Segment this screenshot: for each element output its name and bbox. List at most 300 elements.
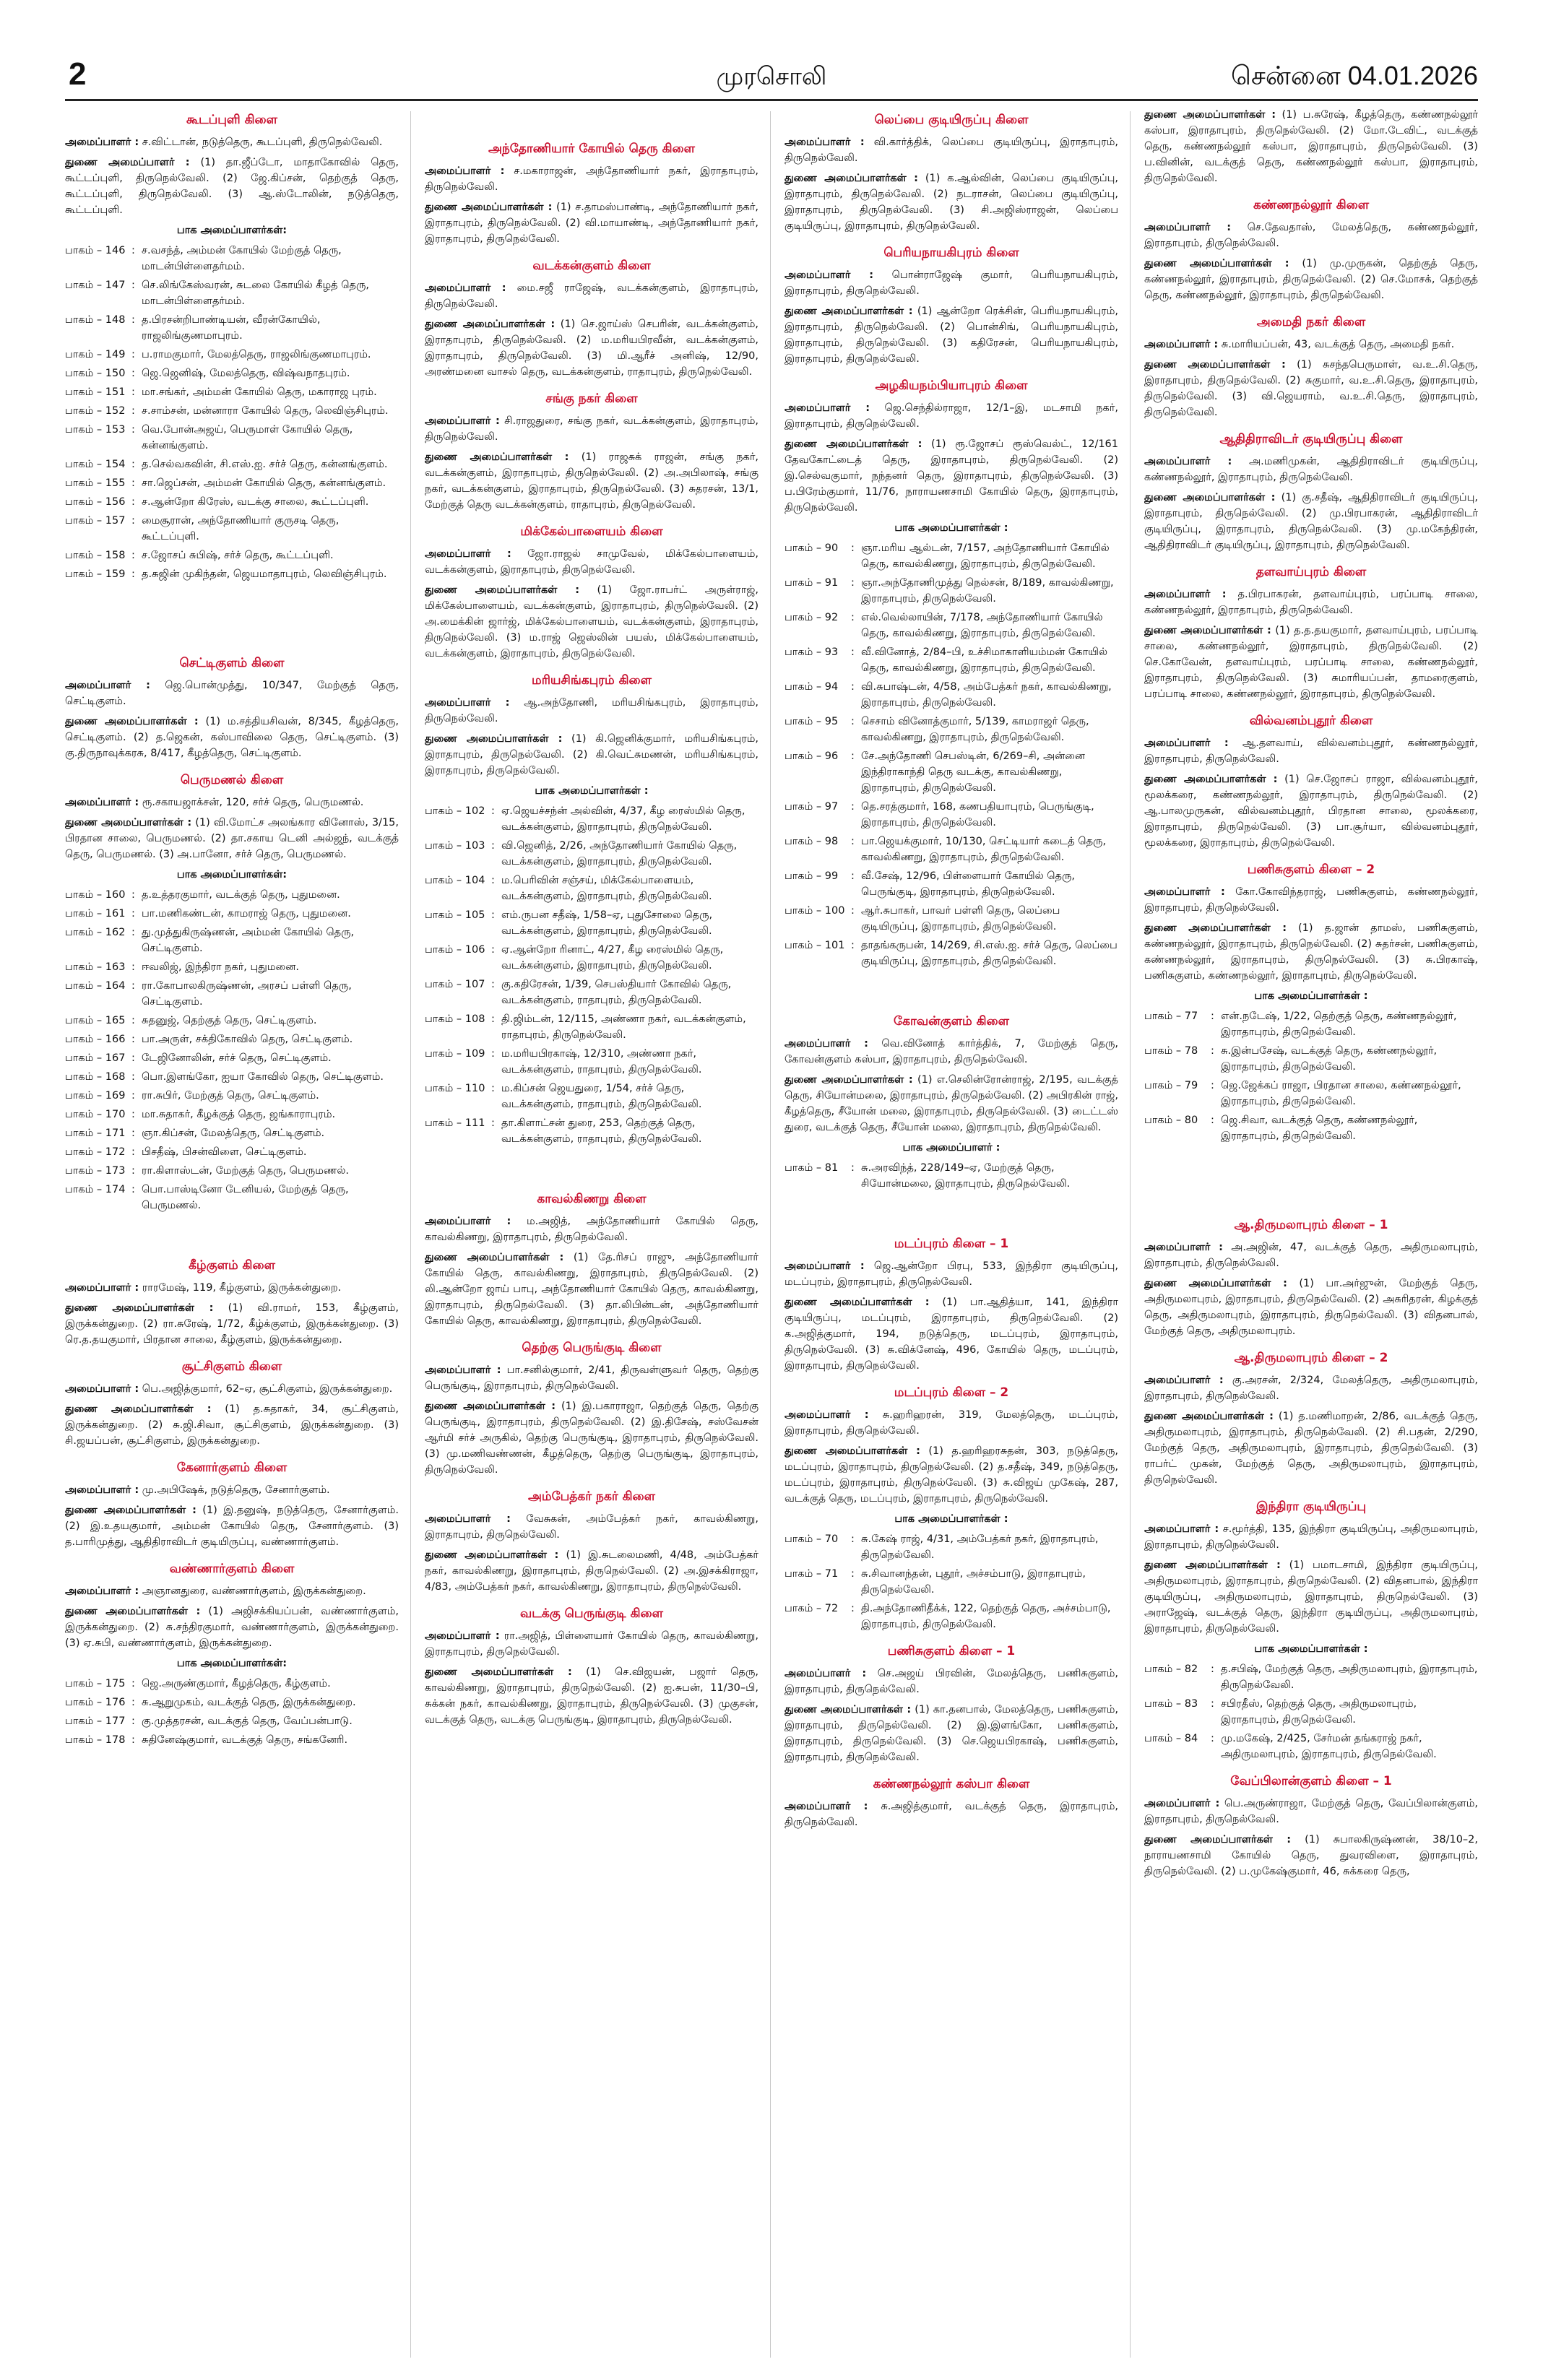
booth-number: பாகம் – 158 xyxy=(65,550,126,561)
member-details: ஆ.அந்தோணி, மரியசிங்கபுரம், இராதாபுரம், திருநெல்வேலி. xyxy=(425,697,758,724)
branch-title: வில்வனம்புதூர் கிளை xyxy=(1249,714,1373,728)
branch-section xyxy=(785,1775,1118,1830)
role-label: துணை அமைப்பாளர்கள் : xyxy=(1144,359,1286,371)
role-label: துணை அமைப்பாளர்கள் : xyxy=(425,1252,564,1263)
role-label: துணை அமைப்பாளர்கள் : xyxy=(1144,258,1289,269)
office-bearer-entry xyxy=(785,303,1118,367)
booth-row xyxy=(65,566,399,582)
booth-row xyxy=(785,938,1118,969)
role-label: அமைப்பாளர் : xyxy=(785,1801,868,1812)
booth-member: சா.ஜெப்சன், அம்மன் கோயில் தெரு, கன்னங்குளம். xyxy=(142,477,386,489)
branch-title: வேப்பிலான்குளம் கிளை – 1 xyxy=(1230,1774,1392,1788)
booth-colon: : xyxy=(131,424,135,436)
booth-row xyxy=(65,1031,399,1047)
booth-colon: : xyxy=(131,368,135,379)
role-label: துணை அமைப்பாளர்கள் : xyxy=(65,716,199,727)
booth-heading: பாக அமைப்பாளர் : xyxy=(902,1142,1000,1154)
booth-number: பாகம் – 176 xyxy=(65,1697,126,1708)
office-bearer-entry xyxy=(65,1381,399,1397)
booth-number: பாகம் – 98 xyxy=(785,836,839,847)
booth-colon: : xyxy=(131,280,135,291)
booth-heading: பாக அமைப்பாளர்கள் : xyxy=(894,1513,1008,1525)
office-bearer-entry xyxy=(785,1666,1118,1697)
office-bearer-entry xyxy=(785,1702,1118,1765)
member-details: (1) மு.முருகன், தெற்குத் தெரு, கண்ணநல்லூர், இராதாபுரம், திருநெல்வேலி. (2) செ.மோசக், தெற்குத் தெரு, கண்ணநல்லூர், இராதாபுரம், திருநெல்வேலி. xyxy=(1144,258,1478,301)
member-details: (1) ஆன்றோ ரெக்சின், பெரியநாயகிபுரம், இராதாபுரம், திருநெல்வேலி. (2) பொன்சிங், பெரியநாயகிபுரம், இராதாபுரம், திருநெல்வேலி. (3) கதிரேசன், பெரியநாயகிபுரம், இராதாபுரம், திருநெல்வேலி. xyxy=(785,306,1118,365)
branch-title: வடக்கன்குளம் கிளை xyxy=(532,259,651,273)
branch-title: சங்கு நகர் கிளை xyxy=(545,391,638,406)
member-details: (1) ப.சுரேஷ், கீழத்தெரு, கண்ணநல்லூர் கஸ்பா, இராதாபுரம், திருநெல்வேலி. (2) மோ.டேவிட், வடக்குத் தெரு, கண்ணநல்லூர் கஸ்பா, இராதாபுரம், திருநெல்வேலி. (3) ப.வினின், வடக்குத் தெரு, கண்ணநல்லூர் கஸ்பா, இராதாபுரம், திருநெல்வேலி. xyxy=(1144,109,1478,184)
role-label: துணை அமைப்பாளர்கள் : xyxy=(785,1704,912,1715)
branch-section xyxy=(1144,107,1478,186)
member-details: (1) பா.அர்ஜுன், மேற்குத் தெரு, அதிருமலாபுரம், இராதாபுரம், திருநெல்வேலி. (2) அசுரிதரன், கிழக்குத் தெரு, அதிருமலாபுரம், இராதாபுரம், திருநெல்வேலி. (3) விதனபால், மேற்குத் தெரு, அதிருமலாபுரம். xyxy=(1144,1278,1478,1337)
booth-colon: : xyxy=(491,1083,495,1094)
branch-title: ஆதிதிராவிடர் குடியிருப்பு கிளை xyxy=(1219,432,1403,446)
role-label: அமைப்பாளர் : xyxy=(1144,456,1232,467)
role-label: அமைப்பாளர் : xyxy=(65,1282,139,1294)
booth-number: பாகம் – 172 xyxy=(65,1146,126,1158)
member-details: ஆ.தளவாய், வில்வனம்புதூர், கண்ணநல்லூர், இராதாபுரம், திருநெல்வேலி. xyxy=(1144,737,1478,765)
booth-colon: : xyxy=(851,1568,855,1580)
booth-number: பாகம் – 148 xyxy=(65,314,126,326)
booth-row xyxy=(785,799,1118,831)
booth-colon: : xyxy=(851,1603,855,1614)
booth-row xyxy=(65,1013,399,1029)
booth-row xyxy=(1144,1008,1478,1040)
member-details: (1) எ.செலின்ரோன்ராஜ், 2/195, வடக்குத் தெரு, சியோன்மலை, இராதாபுரம், திருநெல்வேலி. (2) அபிரகின் ராஜ், கீழத்தெரு, சீயோன் மலை, இராதாபுரம், திருநெல்வேலி. (3) டைட்டஸ் துரை, வடக்குத் தெரு, சீயோன் மலை, இராதாபுரம், திருநெல்வேலி. xyxy=(785,1074,1118,1133)
office-bearer-entry xyxy=(1144,1557,1478,1637)
branch-title: ஆ.திருமலாபுரம் கிளை – 2 xyxy=(1234,1351,1388,1365)
role-label: துணை அமைப்பாளர்கள் : xyxy=(65,817,192,828)
booth-colon: : xyxy=(131,1128,135,1139)
booth-member: வெ.போன்அஜய், பெருமாள் கோயில் தெரு, கன்னங்குளம். xyxy=(142,424,353,451)
booth-row xyxy=(65,925,399,956)
office-bearer-entry xyxy=(425,280,758,312)
booth-member: ஜெ.அருண்குமார், கீழத்தெரு, கீழ்குளம். xyxy=(142,1678,331,1689)
member-details: செ.தேவதாஸ், மேலத்தெரு, கண்ணநல்லூர், இராதாபுரம், திருநெல்வேலி. xyxy=(1144,222,1478,249)
booth-number: பாகம் – 147 xyxy=(65,280,126,291)
booth-number: பாகம் – 90 xyxy=(785,542,839,554)
booth-colon: : xyxy=(851,905,855,917)
role-label: துணை அமைப்பாளர்கள் : xyxy=(65,1403,212,1415)
branch-title: மடப்புரம் கிளை – 2 xyxy=(894,1385,1009,1400)
column-divider xyxy=(410,111,411,2358)
booth-row xyxy=(65,422,399,454)
booth-colon: : xyxy=(851,577,855,589)
booth-row xyxy=(785,1566,1118,1598)
booth-colon: : xyxy=(851,542,855,554)
booth-row xyxy=(425,1081,758,1112)
booth-colon: : xyxy=(131,908,135,919)
branch-section xyxy=(425,390,758,513)
role-label: அமைப்பாளர் : xyxy=(1144,1798,1220,1809)
booth-row xyxy=(65,548,399,563)
member-details: (1) இ.தனுஷ், நடுத்தெரு, சேனார்குளம். (2) இ.உதயகுமார், அம்மன் கோயில் தெரு, சேனார்குளம். (3) த.பாரிமுத்து, ஆதிதிராவிடர் குடியிருப்பு, வண்ணார்குளம். xyxy=(65,1505,399,1548)
role-label: அமைப்பாளர் : xyxy=(425,1630,500,1642)
branch-section xyxy=(65,1358,399,1449)
office-bearer-entry xyxy=(65,678,399,709)
booth-member: சுதினேஷ்குமார், வடக்குத் தெரு, சங்கனேரி. xyxy=(142,1734,348,1746)
booth-colon: : xyxy=(131,980,135,992)
booth-member: பா.மணிகண்டன், காமராஜ் தெரு, புதுமனை. xyxy=(142,908,351,919)
booth-colon: : xyxy=(131,1715,135,1727)
booth-colon: : xyxy=(131,1015,135,1026)
branch-section xyxy=(425,1190,758,1329)
role-label: துணை அமைப்பாளர்கள் : xyxy=(425,451,569,463)
booth-row xyxy=(65,1732,399,1748)
branch-section xyxy=(785,111,1118,234)
role-label: அமைப்பாளர் : xyxy=(785,137,865,148)
member-details: ம.அஜித், அந்தோணியார் கோயில் தெரு, காவல்கிணறு, இராதாபுரம், திருநெல்வேலி. xyxy=(425,1216,758,1243)
member-details: த.பிரபாகரன், தளவாய்புரம், பரப்பாடி சாலை, கண்ணநல்லூர், இராதாபுரம், திருநெல்வேலி. xyxy=(1144,589,1478,616)
booth-member: தி.ஜிம்டன், 12/115, அண்ணா நகர், வடக்கன்குளம், ராதாபுரம், திருநெல்வேலி. xyxy=(501,1013,746,1041)
booth-member: மா.சுதாகர், கீழக்குத் தெரு, ஜங்காராபுரம். xyxy=(142,1109,336,1120)
booth-member: கு.கதிரேசன், 1/39, செபஸ்தியார் கோவில் தெரு, வடக்கன்குளம், ராதாபுரம், திருநெல்வேலி. xyxy=(501,979,732,1006)
booth-number: பாகம் – 72 xyxy=(785,1603,839,1614)
booth-colon: : xyxy=(491,944,495,956)
booth-member: ம.கிப்சன் ஜெயதுரை, 1/54, சர்ச் தெரு, வடக்கன்குளம், ராதாபுரம், திருநெல்வேலி. xyxy=(501,1083,702,1110)
booth-row xyxy=(785,644,1118,676)
section-gap xyxy=(785,979,1118,1008)
member-details: பொன்ராஜேஷ் குமார், பெரியநாயகிபுரம், இராதாபுரம், திருநெல்வேலி. xyxy=(785,269,1118,297)
booth-number: பாகம் – 165 xyxy=(65,1015,126,1026)
role-label: அமைப்பாளர் : xyxy=(1144,222,1232,233)
booth-row xyxy=(65,365,399,381)
booth-colon: : xyxy=(851,646,855,658)
member-details: சு.மாரியப்பன், 43, வடக்குத் தெரு, அமைதி நகர். xyxy=(1221,339,1455,350)
role-label: அமைப்பாளர் : xyxy=(425,1364,501,1376)
office-bearer-entry xyxy=(785,170,1118,234)
member-details: மை.சஜீ ராஜேஷ், வடக்கன்குளம், இராதாபுரம், திருநெல்வேலி. xyxy=(425,282,758,310)
booth-member: வீ.சேஷ், 12/96, பிள்ளையார் கோயில் தெரு, பெருங்குடி, இராதாபுரம், திருநெல்வேலி. xyxy=(861,870,1076,898)
member-details: வி.கார்த்திக், லெப்பை குடியிருப்பு, இராதாபுரம், திருநெல்வேலி. xyxy=(785,137,1118,164)
branch-section xyxy=(1144,196,1478,303)
member-details: (1) செ.ஜாய்ஸ் செபரின், வடக்கன்குளம், இராதாபுரம், திருநெல்வேலி. (2) ம.மரியபிரவீன், வடக்கன்குளம், இராதாபுரம், திருநெல்வேலி. (3) மி.ஆரீச் அனிஷ், 12/90, அரண்மனை வாசல் தெரு, வடக்கன்குளம், ராதாபுரம், திருநெல்வேலி. xyxy=(425,319,758,378)
role-label: துணை அமைப்பாளர்கள் : xyxy=(785,306,913,317)
booth-number: பாகம் – 163 xyxy=(65,961,126,973)
office-bearer-entry xyxy=(1144,771,1478,851)
booth-number: பாகம் – 174 xyxy=(65,1184,126,1195)
booth-colon: : xyxy=(851,836,855,847)
booth-number: பாகம் – 161 xyxy=(65,908,126,919)
booth-member: வி.சுபாஷ்டன், 4/58, அம்பேத்கர் நகர், காவல்கிணறு, இராதாபுரம், திருநெல்வேலி. xyxy=(861,681,1112,709)
booth-number: பாகம் – 79 xyxy=(1144,1080,1198,1091)
booth-colon: : xyxy=(491,909,495,921)
booth-member: மைசூரான், அந்தோணியார் குருசடி தெரு, கூட்டப்புளி. xyxy=(142,515,340,542)
branch-section xyxy=(785,1013,1118,1192)
branch-section xyxy=(65,1560,399,1748)
office-bearer-entry xyxy=(425,1250,758,1329)
office-bearer-entry xyxy=(425,199,758,247)
booth-row xyxy=(65,1069,399,1085)
role-label: அமைப்பாளர் : xyxy=(425,697,510,709)
member-details: கோ.கோவிந்தராஜ், பணிசுகுளம், கண்ணநல்லூர், இராதாபுரம், திருநெல்வேலி. xyxy=(1144,886,1478,914)
branch-section xyxy=(65,654,399,761)
booth-colon: : xyxy=(131,1034,135,1045)
booth-member: சு.ஆறுமுகம், வடக்குத் தெரு, இருக்கன்துறை. xyxy=(142,1697,356,1708)
booth-heading: பாக அமைப்பாளர்கள் : xyxy=(535,785,649,797)
booth-colon: : xyxy=(131,1697,135,1708)
booth-number: பாகம் – 80 xyxy=(1144,1115,1198,1126)
booth-member: ம.மரியபிரகாஷ், 12/310, அண்ணா நகர், வடக்கன்குளம், ராதாபுரம், திருநெல்வேலி. xyxy=(501,1048,702,1076)
office-bearer-entry xyxy=(785,267,1118,299)
booth-member: சு.கேஷ் ராஜ், 4/31, அம்பேத்கர் நகர், இராதாபுரம், திருநெல்வேலி. xyxy=(861,1533,1099,1561)
booth-member: தா.கிளாட்சன் துரை, 253, தெற்குத் தெரு, வடக்கன்குளம், ராதாபுரம், திருநெல்வேலி. xyxy=(501,1117,702,1145)
booth-row xyxy=(65,887,399,903)
booth-member: து.முத்துகிருஷ்ணன், அம்மன் கோயில் தெரு, செட்டிகுளம். xyxy=(142,927,355,954)
branch-title: இந்திரா குடியிருப்பு xyxy=(1256,1500,1366,1514)
role-label: அமைப்பாளர் : xyxy=(785,1409,869,1421)
booth-number: பாகம் – 170 xyxy=(65,1109,126,1120)
role-label: துணை அமைப்பாளர்கள் : xyxy=(425,584,580,596)
office-bearer-entry xyxy=(1144,1832,1478,1879)
member-details: பெ.அருண்ராஜா, மேற்குத் தெரு, வேப்பிலான்குளம், இராதாபுரம், திருநெல்வேலி. xyxy=(1144,1798,1478,1825)
booth-colon: : xyxy=(131,1052,135,1064)
role-label: துணை அமைப்பாளர்கள் : xyxy=(65,1505,196,1516)
booth-colon: : xyxy=(851,716,855,727)
office-bearer-entry xyxy=(785,1036,1118,1068)
role-label: அமைப்பாளர் : xyxy=(425,415,500,427)
booth-colon: : xyxy=(131,314,135,326)
branch-section xyxy=(425,257,758,380)
booth-heading: பாக அமைப்பாளர்கள் : xyxy=(1254,990,1368,1002)
booth-heading: பாக அமைப்பாளர்கள் : xyxy=(894,522,1008,534)
booth-row xyxy=(65,1695,399,1710)
member-details: (1) பா.ஆதித்யா, 141, இந்திரா குடியிருப்பு, மடப்புரம், இராதாபுரம், திருநெல்வேலி. (2) க.அஜித்குமார், 194, நடுத்தெரு, மடப்புரம், இராதாபுரம், திருநெல்வேலி. (3) சு.விக்னேஷ், 496, கோயில் தெரு, மடப்புரம், இராதாபுரம், திருநெல்வேலி. xyxy=(785,1297,1118,1372)
booth-row xyxy=(65,347,399,363)
booth-row xyxy=(65,1050,399,1066)
section-gap xyxy=(425,107,758,136)
branch-section xyxy=(425,1339,758,1478)
article-columns xyxy=(65,107,1478,2368)
booth-colon: : xyxy=(1211,1698,1214,1710)
section-gap xyxy=(785,1202,1118,1231)
booth-row xyxy=(425,977,758,1008)
booth-colon: : xyxy=(851,750,855,762)
booth-member: பொ.பாஸ்டினோ டேனியல், மேற்குத் தெரு, பெருமணல். xyxy=(142,1184,349,1211)
branch-section xyxy=(1144,563,1478,702)
booth-colon: : xyxy=(1211,1011,1214,1022)
booth-colon: : xyxy=(851,940,855,951)
office-bearer-entry xyxy=(1144,884,1478,916)
member-details: (1) தா.ஜீப்டோ, மாதாகோவில் தெரு, கூட்டப்புளி, திருநெல்வேலி. (2) ஜே.கிப்சன், தெற்குத் தெரு, கூட்டப்புளி, திருநெல்வேலி. (3) ஆ.ஸ்டோலின், நடுத்தெரு, கூட்டப்புளி. xyxy=(65,157,399,216)
booth-colon: : xyxy=(131,1071,135,1083)
booth-number: பாகம் – 150 xyxy=(65,368,126,379)
booth-member: தாதங்கருபன், 14/269, சி.எஸ்.ஐ. சர்ச் தெரு, லெப்பை குடியிருப்பு, இராதாபுரம், திருநெல்வேலி. xyxy=(861,940,1118,967)
booth-number: பாகம் – 103 xyxy=(425,840,485,852)
booth-row xyxy=(1144,1078,1478,1109)
branch-title: கண்ணநல்லூர் கஸ்பா கிளை xyxy=(873,1777,1030,1791)
masthead xyxy=(0,0,1543,108)
branch-title: கூடப்புளி கிளை xyxy=(186,113,277,127)
booth-row xyxy=(1144,1043,1478,1075)
member-details: செ.அஜய் பிரவின், மேலத்தெரு, பணிசுகுளம், இராதாபுரம், திருநெல்வேலி. xyxy=(785,1668,1118,1695)
member-details: ஜோ.ராஜல் சாமுவேல், மிக்கேல்பாளையம், வடக்கன்குளம், இராதாபுரம், திருநெல்வேலி. xyxy=(425,548,758,576)
branch-title: காவல்கிணறு கிளை xyxy=(537,1192,647,1206)
booth-member: ஜெ.ஜேக்கப் ராஜா, பிரதான சாலை, கண்ணநல்லூர், இராதாபுரம், திருநெல்வேலி. xyxy=(1221,1080,1461,1107)
booth-number: பாகம் – 178 xyxy=(65,1734,126,1746)
booth-row xyxy=(785,1601,1118,1632)
office-bearer-entry xyxy=(785,1294,1118,1374)
role-label: அமைப்பாளர் : xyxy=(65,1484,139,1496)
office-bearer-entry xyxy=(65,1604,399,1651)
branch-section xyxy=(1144,1349,1478,1488)
booth-heading: பாக அமைப்பாளர்கள்: xyxy=(176,869,288,880)
role-label: துணை அமைப்பாளர்கள் : xyxy=(1144,1411,1274,1422)
branch-title: தெற்கு பெருங்குடி கிளை xyxy=(522,1341,662,1355)
booth-colon: : xyxy=(131,889,135,901)
branch-section xyxy=(785,1643,1118,1765)
office-bearer-entry xyxy=(425,1664,758,1728)
branch-title: பெருமணல் கிளை xyxy=(180,773,284,787)
booth-colon: : xyxy=(131,568,135,580)
office-bearer-entry xyxy=(425,731,758,779)
booth-number: பாகம் – 146 xyxy=(65,245,126,256)
booth-number: பாகம் – 106 xyxy=(425,944,485,956)
office-bearer-entry xyxy=(65,155,399,218)
member-details: ரா.அஜித், பிள்ளையார் கோயில் தெரு, காவல்கிணறு, இராதாபுரம், திருநெல்வேலி. xyxy=(425,1630,758,1658)
booth-row xyxy=(65,403,399,419)
booth-number: பாகம் – 154 xyxy=(65,459,126,470)
booth-colon: : xyxy=(851,681,855,693)
branch-title: ஆ.திருமலாபுரம் கிளை – 1 xyxy=(1234,1218,1388,1232)
office-bearer-entry xyxy=(65,714,399,761)
booth-colon: : xyxy=(491,1048,495,1060)
booth-member: ஜெ.சிவா, வடக்குத் தெரு, கண்ணநல்லூர், இராதாபுரம், திருநெல்வேலி. xyxy=(1221,1115,1418,1142)
booth-member: ஏ.ஜெயச்சந்ன் அல்வின், 4/37, கீழ ரைஸ்மில் தெரு, வடக்கன்குளம், இராதாபுரம், திருநெல்வேலி. xyxy=(501,805,745,833)
member-details: பெ.அஜித்குமார், 62–ஏ, சூட்சிகுளம், இருக்கன்துறை. xyxy=(142,1383,393,1395)
booth-number: பாகம் – 70 xyxy=(785,1533,839,1545)
member-details: (1) அஜிசக்கியப்பன், வண்ணார்குளம், இருக்கன்துறை. (2) சு.சந்திரகுமார், வண்ணார்குளம், இருக்கன்துறை. (3) ஏ.சுபி, வண்ணார்குளம், இருக்கன்துறை. xyxy=(65,1606,399,1649)
member-details: (1) செ.ஜோசப் ராஜா, வில்வனம்புதூர், மூலக்கரை, கண்ணநல்லூர், இராதாபுரம், திருநெல்வேலி. (2) ஆ.பாலமுருகன், வில்வனம்புதூர், பிரதான சாலை, மூலக்கரை, இராதாபுரம், திருநெல்வேலி. (3) பா.சூர்யா, வில்வனம்புதூர், மூலக்கரை, இராதாபுரம், திருநெல்வேலி. xyxy=(1144,774,1478,849)
member-details: (1) சுசந்தபெருமாள், வ.உ.சி.தெரு, இராதாபுரம், திருநெல்வேலி. (2) சுகுமார், வ.உ.சி.தெரு, இராதாபுரம், திருநெல்வேலி. (3) வி.ஜெயராம், வ.உ.சி.தெரு, இராதாபுரம், திருநெல்வேலி. xyxy=(1144,359,1478,418)
section-gap xyxy=(65,1224,399,1252)
booth-member: பிசதீஷ், பிசன்விளை, செட்டிகுளம். xyxy=(142,1146,307,1158)
booth-member: ரா.கோபாலகிருஷ்ணன், அரசப் பள்ளி தெரு, செட்டிகுளம். xyxy=(142,980,352,1008)
office-bearer-entry xyxy=(425,1547,758,1595)
role-label: அமைப்பாளர் : xyxy=(425,548,511,560)
booth-number: பாகம் – 110 xyxy=(425,1083,485,1094)
booth-member: மு.மகேஷ், 2/425, சேர்மன் தங்கராஜ் நகர், அதிருமலாபுரம், இராதாபுரம், திருநெல்வேலி. xyxy=(1221,1733,1437,1760)
booth-number: பாகம் – 162 xyxy=(65,927,126,938)
booth-member: பொ.இளங்கோ, ஐயா கோவில் தெரு, செட்டிகுளம். xyxy=(142,1071,384,1083)
branch-section xyxy=(65,771,399,1213)
branch-title: அமைதி நகர் கிளை xyxy=(1256,315,1366,329)
office-bearer-entry xyxy=(785,1072,1118,1135)
booth-member: பா.ஜெயக்குமார், 10/130, செட்டியார் கடைத் தெரு, காவல்கிணறு, இராதாபுரம், திருநெல்வேலி. xyxy=(861,836,1107,863)
branch-section xyxy=(425,1488,758,1595)
office-bearer-entry xyxy=(785,1258,1118,1290)
office-bearer-entry xyxy=(785,1407,1118,1439)
booth-row xyxy=(65,513,399,545)
role-label: துணை அமைப்பாளர்கள் : xyxy=(425,1666,572,1678)
office-bearer-entry xyxy=(1144,454,1478,485)
booth-row xyxy=(785,748,1118,796)
member-details: ச.மூர்த்தி, 135, இந்திரா குடியிருப்பு, அதிருமலாபுரம், இராதாபுரம், திருநெல்வேலி. xyxy=(1144,1523,1478,1551)
booth-number: பாகம் – 153 xyxy=(65,424,126,436)
booth-row xyxy=(785,834,1118,865)
office-bearer-entry xyxy=(1144,107,1478,186)
branch-section xyxy=(785,1235,1118,1374)
booth-number: பாகம் – 157 xyxy=(65,515,126,527)
member-details: (1) வி.மோட்ச அலங்கார வினோஸ், 3/15, பிரதான சாலை, பெருமணல். (2) தா.சகாய டெனி அல்ஜந், வடக்குத் தெரு, பெருமணல். (3) அ.பானோ, சர்ச் தெரு, பெருமணல். xyxy=(65,817,399,860)
booth-row xyxy=(425,803,758,835)
booth-member: சபிரதீஸ், தெற்குத் தெரு, அதிருமலாபுரம், இராதாபுரம், திருநெல்வேலி. xyxy=(1221,1698,1417,1726)
role-label: துணை அமைப்பாளர் : xyxy=(65,157,190,168)
office-bearer-entry xyxy=(1144,1521,1478,1553)
branch-title: லெப்பை குடியிருப்பு கிளை xyxy=(874,113,1029,127)
role-label: துணை அமைப்பாளர்கள் : xyxy=(425,1401,556,1412)
booth-number: பாகம் – 111 xyxy=(425,1117,485,1129)
office-bearer-entry xyxy=(425,1362,758,1394)
booth-number: பாகம் – 149 xyxy=(65,349,126,360)
member-details: (1) இ.சுடலைமணி, 4/48, அம்பேத்கர் நகர், காவல்கிணறு, இராதாபுரம், திருநெல்வேலி. (2) அ.இசக்கிராஜா, 4/83, அம்பேத்கர் நகர், காவல்கிணறு, இராதாபுரம், திருநெல்வேலி. xyxy=(425,1549,758,1593)
role-label: அமைப்பாளர் : xyxy=(65,1585,139,1597)
booth-member: பா.அருள், சக்திகோவில் தெரு, செட்டிகுளம். xyxy=(142,1034,353,1045)
booth-number: பாகம் – 100 xyxy=(785,905,845,917)
booth-row xyxy=(785,575,1118,607)
member-details: (1) ச.தாமஸ்பாண்டி, அந்தோணியார் நகர், இராதாபுரம், திருநெல்வேலி. (2) வி.மாயாண்டி, அந்தோணியார் நகர், இராதாபுரம், திருநெல்வேலி. xyxy=(425,202,758,245)
column-1 xyxy=(65,107,399,2368)
member-details: வேசுகன், அம்பேத்கர் நகர், காவல்கிணறு, இராதாபுரம், திருநெல்வேலி. xyxy=(425,1513,758,1541)
branch-section xyxy=(1144,1498,1478,1762)
office-bearer-entry xyxy=(1144,220,1478,251)
booth-row xyxy=(65,277,399,309)
member-details: (1) த.ஹரிஹரசுதன், 303, நடுத்தெரு, மடப்புரம், இராதாபுரம், திருநெல்வேலி. (2) த.சதீஷ், 349, நடுத்தெரு, மடப்புரம், இராதாபுரம், திருநெல்வேலி. (3) சு.விஜய் முகேஷ், 287, வடக்குத் தெரு, மடப்புரம், இராதாபுரம், திருநெல்வேலி. xyxy=(785,1445,1118,1505)
booth-colon: : xyxy=(851,612,855,623)
office-bearer-entry xyxy=(425,449,758,513)
branch-section xyxy=(785,244,1118,367)
booth-colon: : xyxy=(131,349,135,360)
booth-member: கு.முத்தரசன், வடக்குத் தெரு, வேப்பன்பாடு. xyxy=(142,1715,353,1727)
section-gap xyxy=(65,592,399,650)
booth-number: பாகம் – 81 xyxy=(785,1162,839,1174)
booth-row xyxy=(65,384,399,400)
booth-member: டேஜினோலின், சர்ச் தெரு, செட்டிகுளம். xyxy=(142,1052,332,1064)
booth-number: பாகம் – 78 xyxy=(1144,1045,1198,1057)
column-2 xyxy=(425,107,758,2368)
booth-row xyxy=(785,610,1118,641)
role-label: துணை அமைப்பாளர்கள் : xyxy=(425,319,556,330)
office-bearer-entry xyxy=(425,546,758,578)
branch-section xyxy=(1144,861,1478,1144)
office-bearer-entry xyxy=(65,815,399,862)
booth-colon: : xyxy=(131,1678,135,1689)
booth-member: எல்.வெல்லாயின், 7/178, அந்தோணியார் கோயில் தெரு, காவல்கிணறு, இராதாபுரம், திருநெல்வேலி. xyxy=(861,612,1103,639)
member-details: ச.மகாராஜன், அந்தோணியார் நகர், இராதாபுரம், திருநெல்வேலி. xyxy=(425,165,758,193)
branch-section xyxy=(425,672,758,1147)
member-details: அ.மணிமுகன், ஆதிதிராவிடர் குடியிருப்பு, கண்ணநல்லூர், இராதாபுரம், திருநெல்வேலி. xyxy=(1144,456,1478,483)
booth-number: பாகம் – 93 xyxy=(785,646,839,658)
booth-heading: பாக அமைப்பாளர்கள்: xyxy=(176,225,288,236)
booth-number: பாகம் – 97 xyxy=(785,801,839,813)
booth-colon: : xyxy=(131,1184,135,1195)
booth-row xyxy=(785,1160,1118,1192)
booth-heading: பாக அமைப்பாளர்கள்: xyxy=(176,1658,288,1669)
booth-colon: : xyxy=(131,245,135,256)
branch-section xyxy=(1144,1216,1478,1339)
office-bearer-entry xyxy=(425,695,758,727)
booth-number: பாகம் – 173 xyxy=(65,1165,126,1177)
booth-number: பாகம் – 99 xyxy=(785,870,839,882)
booth-row xyxy=(425,942,758,974)
member-details: சு.அஜித்குமார், வடக்குத் தெரு, இராதாபுரம், திருநெல்வேலி. xyxy=(785,1801,1118,1828)
booth-member: ரா.சுபிர், மேற்குத் தெரு, செட்டிகுளம். xyxy=(142,1090,319,1102)
booth-number: பாகம் – 107 xyxy=(425,979,485,990)
booth-colon: : xyxy=(131,477,135,489)
role-label: அமைப்பாளர் : xyxy=(785,269,874,281)
member-details: ரூ.சகாயஜாக்சன், 120, சர்ச் தெரு, பெருமணல். xyxy=(142,797,364,808)
